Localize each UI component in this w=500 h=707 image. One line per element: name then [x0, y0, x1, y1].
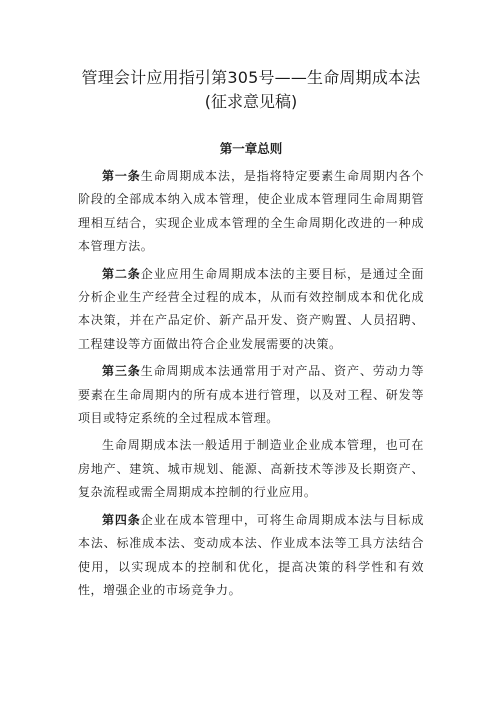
paragraph-text: 生命周期成本法，是指将特定要素生命周期内各个阶段的全部成本纳入成本管理，使企业成本管理同生命周期管理相互结合，实现企业成本管理的全生命周期化改进的一种成本管理方法。	[78, 169, 424, 254]
article-number: 第一条	[102, 169, 141, 183]
article-number: 第二条	[102, 266, 141, 281]
paragraph-text: 企业在成本管理中，可将生命周期成本法与目标成本法、标准成本法、变动成本法、作业成本法等工具方法结合使用，以实现成本的控制和优化，提高决策的科学性和有效性，增强企业的市场竞争力。	[78, 512, 424, 597]
paragraph-text: 企业应用生命周期成本法的主要目标，是通过全面分析企业生产经营全过程的成本，从而有效控制成本和优化成本决策，并在产品定价、新产品开发、资产购置、人员招聘、工程建设等方面做出符合企业发展需要的决策。	[78, 266, 424, 351]
paragraph-text: 生命周期成本法通常用于对产品、资产、劳动力等要素在生命周期内的所有成本进行管理，以及对工程、研发等项目或特定系统的全过程成本管理。	[78, 364, 424, 426]
paragraph-article-1	[78, 165, 424, 259]
article-number: 第三条	[102, 364, 141, 379]
paragraph-text: 生命周期成本法一般适用于制造业企业成本管理，也可在房地产、建筑、城市规划、能源、高新技术等涉及长期资产、复杂流程或需全周期成本控制的行业应用。	[78, 438, 424, 500]
document-subtitle: (征求意见稿)	[204, 92, 298, 111]
article-number: 第四条	[102, 512, 141, 527]
paragraph-article-3	[78, 360, 424, 430]
chapter-heading: 第一章总则	[219, 141, 283, 156]
paragraph-article-2	[78, 263, 424, 357]
paragraph-article-3-continued	[78, 434, 424, 504]
paragraph-article-4	[78, 509, 424, 603]
document-title: 管理会计应用指引第305号——生命周期成本法	[81, 68, 421, 87]
